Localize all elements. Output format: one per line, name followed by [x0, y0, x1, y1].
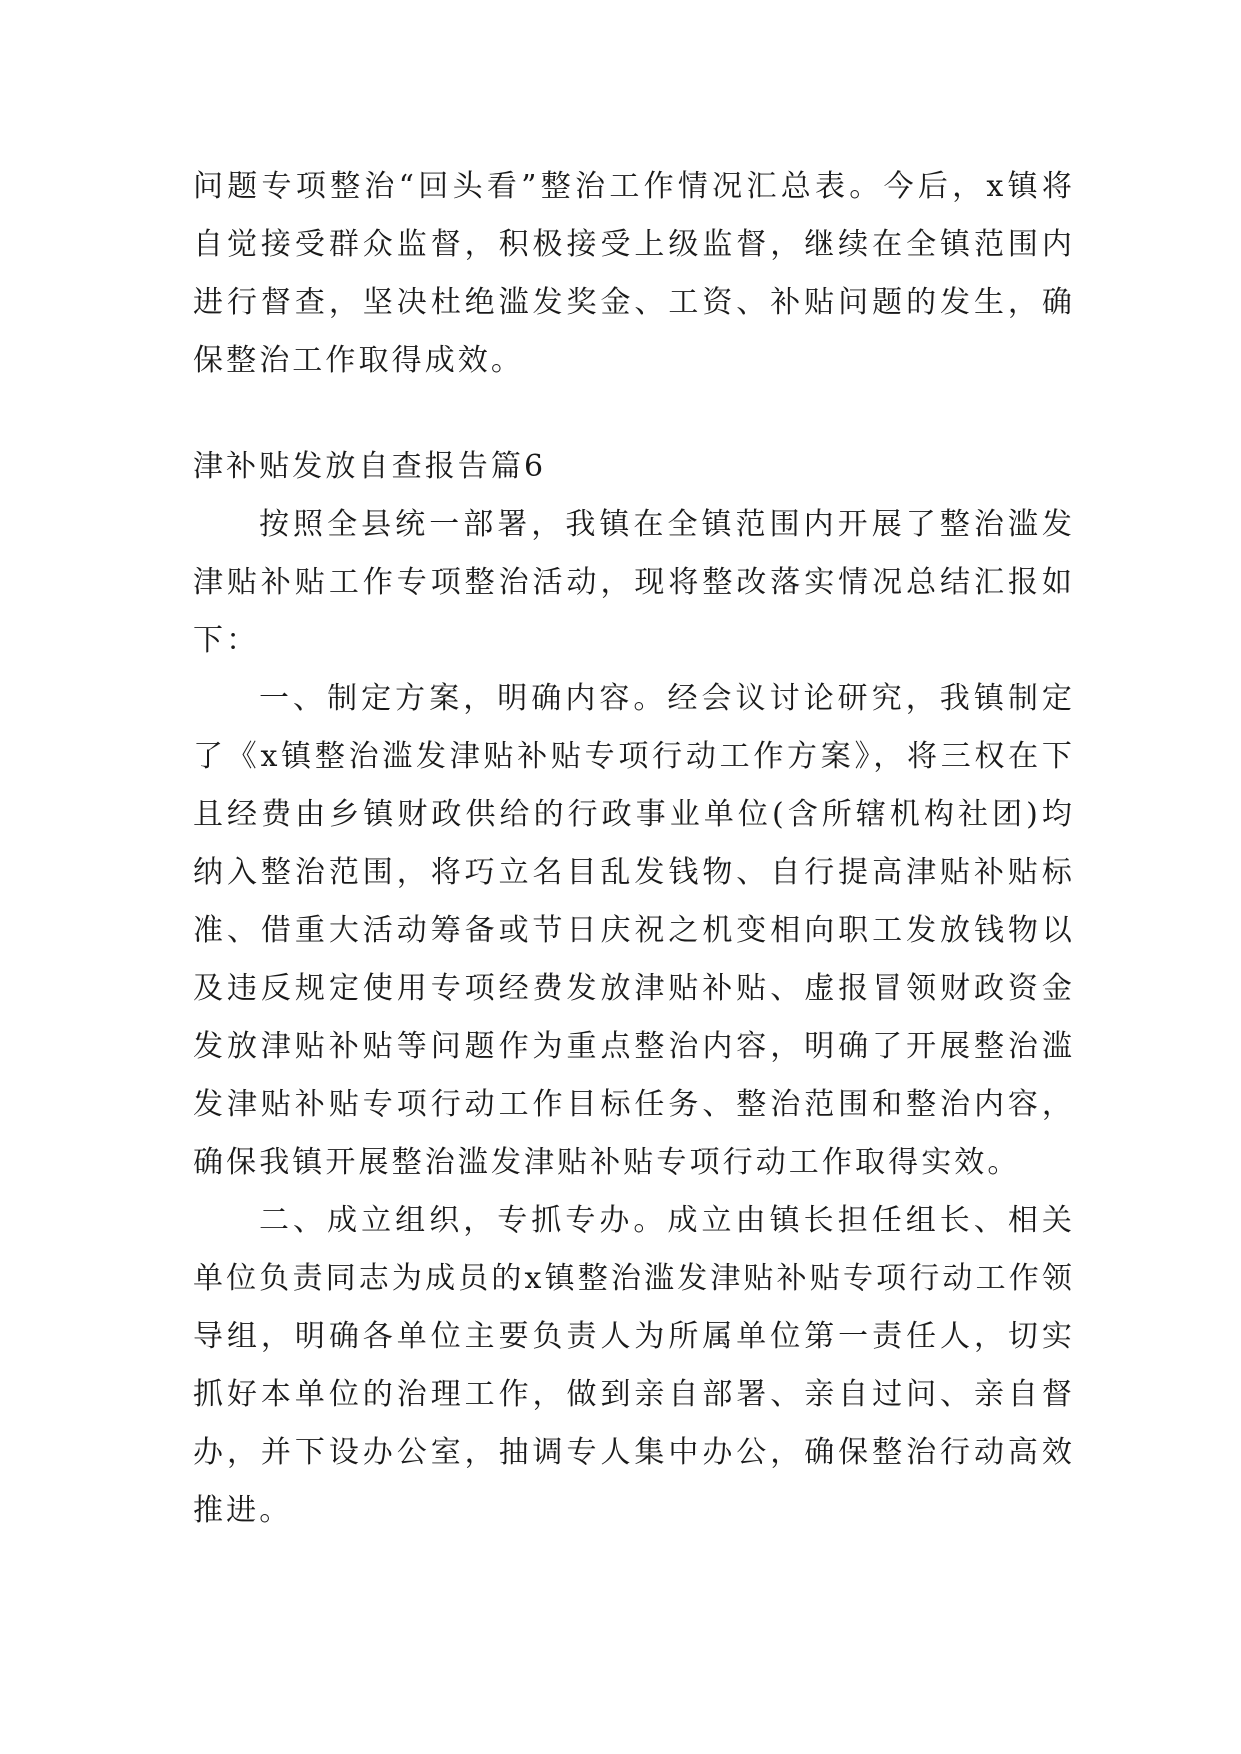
point-two-paragraph: 二、成立组织，专抓专办。成立由镇长担任组长、相关单位负责同志为成员的x镇整治滥发津贴补贴专项行动工作领导组，明确各单位主要负责人为所属单位第一责任人，切实抓好本单位的治理工作，做到亲自部署、亲自过问、亲自督办，并下设办公室，抽调专人集中办公，确保整治行动高效推进。 [193, 1203, 1075, 1528]
point-one-paragraph: 一、制定方案，明确内容。经会议讨论研究，我镇制定了《x镇整治滥发津贴补贴专项行动工作方案》，将三权在下且经费由乡镇财政供给的行政事业单位(含所辖机构社团)均纳入整治范围，将巧立名目乱发钱物、自行提高津贴补贴标准、借重大活动筹备或节日庆祝之机变相向职工发放钱物以及违反规定使用专项经费发放津贴补贴、虚报冒领财政资金发放津贴补贴等问题作为重点整治内容，明确了开展整治滥发津贴补贴专项行动工作目标任务、整治范围和整治内容，确保我镇开展整治滥发津贴补贴专项行动工作取得实效。 [193, 681, 1075, 1180]
document-body [193, 158, 1075, 1540]
continuation-paragraph: 问题专项整治“回头看”整治工作情况汇总表。今后，x镇将自觉接受群众监督，积极接受上级监督，继续在全镇范围内进行督查，坚决杜绝滥发奖金、工资、补贴问题的发生，确保整治工作取得成效。 [193, 169, 1075, 378]
intro-paragraph: 按照全县统一部署，我镇在全镇范围内开展了整治滥发津贴补贴工作专项整治活动，现将整改落实情况总结汇报如下： [193, 507, 1075, 658]
section-heading: 津补贴发放自查报告篇6 [193, 449, 547, 484]
